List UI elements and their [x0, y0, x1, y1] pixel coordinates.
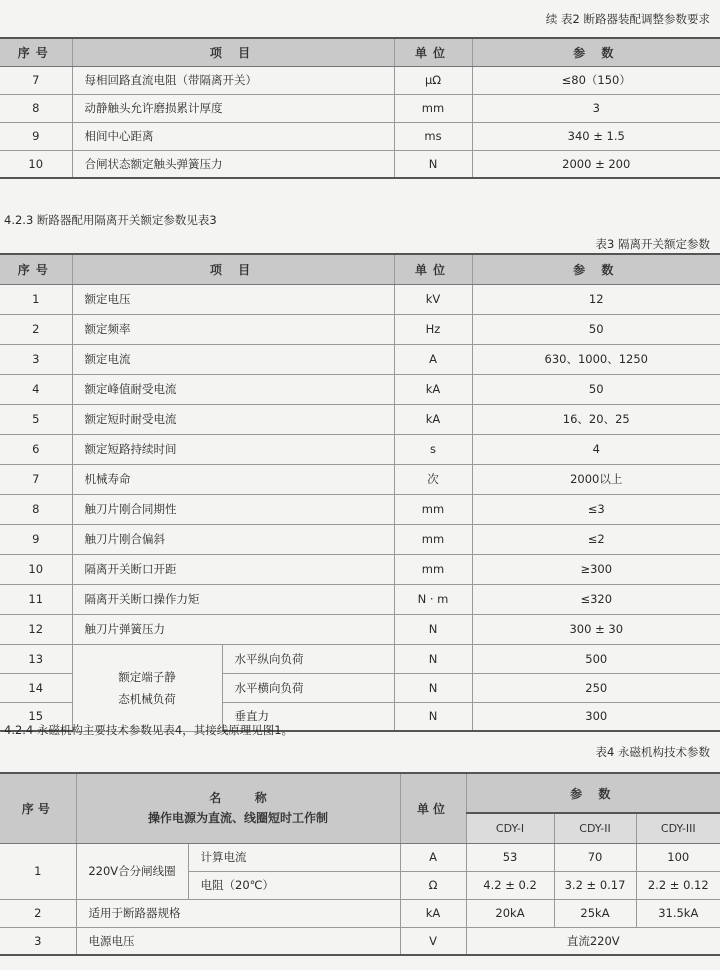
header-model-1: CDY-I — [466, 813, 554, 843]
row-no: 1 — [0, 284, 72, 314]
row-value: 直流220V — [466, 927, 720, 955]
table-row — [0, 94, 720, 122]
row-no: 12 — [0, 614, 72, 644]
header-unit: 单位 — [394, 38, 472, 66]
header-value: 参 数 — [472, 38, 720, 66]
row-value: ≤320 — [472, 584, 720, 614]
row-sub-name: 计算电流 — [188, 843, 400, 871]
row-unit: N — [394, 150, 472, 178]
row-value: 50 — [472, 374, 720, 404]
header-name — [76, 773, 400, 843]
row-no: 7 — [0, 464, 72, 494]
row-no: 1 — [0, 843, 76, 899]
row-value-2: 70 — [554, 843, 636, 871]
row-no: 8 — [0, 94, 72, 122]
table-row — [0, 464, 720, 494]
row-no: 7 — [0, 66, 72, 94]
row-value: ≤80（150） — [472, 66, 720, 94]
row-value: 12 — [472, 284, 720, 314]
row-unit: 次 — [394, 464, 472, 494]
table3 — [0, 253, 720, 732]
row-no: 3 — [0, 344, 72, 374]
row-value: 340 ± 1.5 — [472, 122, 720, 150]
row-unit: A — [394, 344, 472, 374]
row-unit: Hz — [394, 314, 472, 344]
row-value: 630、1000、1250 — [472, 344, 720, 374]
row-value: 16、20、25 — [472, 404, 720, 434]
row-item: 触刀片弹簧压力 — [72, 614, 394, 644]
row-no: 10 — [0, 554, 72, 584]
row-no: 11 — [0, 584, 72, 614]
row-unit: N — [394, 673, 472, 702]
table-row — [0, 524, 720, 554]
row-value: ≤3 — [472, 494, 720, 524]
row-item: 额定短时耐受电流 — [72, 404, 394, 434]
row-name: 电源电压 — [76, 927, 400, 955]
row-sub-item: 水平纵向负荷 — [222, 644, 394, 673]
row-no: 9 — [0, 122, 72, 150]
table2 — [0, 37, 720, 179]
row-item: 触刀片刚合偏斜 — [72, 524, 394, 554]
row-group: 220V合分闸线圈 — [76, 843, 188, 899]
group-label-line2: 态机械负荷 — [118, 691, 176, 706]
header-value: 参 数 — [472, 254, 720, 284]
row-value-1: 20kA — [466, 899, 554, 927]
row-item: 动静触头允许磨损累计厚度 — [72, 94, 394, 122]
row-value: ≤2 — [472, 524, 720, 554]
row-sub-name: 电阻（20℃） — [188, 871, 400, 899]
header-param: 参 数 — [466, 773, 720, 813]
group-label-line1: 额定端子静 — [118, 669, 176, 684]
row-no: 14 — [0, 673, 72, 702]
row-unit: N · m — [394, 584, 472, 614]
table-row — [0, 554, 720, 584]
row-item: 隔离开关断口操作力矩 — [72, 584, 394, 614]
row-value: 2000 ± 200 — [472, 150, 720, 178]
header-name-line2: 操作电源为直流、线圈短时工作制 — [148, 811, 329, 826]
section-4-2-3: 4.2.3 断路器配用隔离开关额定参数见表3 — [4, 213, 217, 227]
header-name-line1: 名 称 — [209, 791, 267, 806]
row-unit: mm — [394, 554, 472, 584]
row-value: 250 — [472, 673, 720, 702]
row-item: 额定频率 — [72, 314, 394, 344]
table-row — [0, 66, 720, 94]
table-row — [0, 434, 720, 464]
section-4-2-4: 4.2.4 永磁机构主要技术参数见表4，其接线原理见图1。 — [4, 723, 294, 737]
row-unit: V — [400, 927, 466, 955]
row-value-3: 100 — [636, 843, 720, 871]
row-no: 15 — [0, 702, 72, 731]
row-item: 触刀片刚合同期性 — [72, 494, 394, 524]
row-unit: Ω — [400, 871, 466, 899]
row-unit: μΩ — [394, 66, 472, 94]
row-unit: mm — [394, 524, 472, 554]
table-row — [0, 314, 720, 344]
table-row — [0, 284, 720, 314]
table-row — [0, 344, 720, 374]
row-item: 合闸状态额定触头弹簧压力 — [72, 150, 394, 178]
row-sub-item: 垂直力 — [222, 702, 394, 731]
row-unit: ms — [394, 122, 472, 150]
row-item: 额定电压 — [72, 284, 394, 314]
header-item: 项 目 — [72, 38, 394, 66]
row-value-1: 4.2 ± 0.2 — [466, 871, 554, 899]
row-value-2: 25kA — [554, 899, 636, 927]
row-no: 9 — [0, 524, 72, 554]
table4-caption: 表4 永磁机构技术参数 — [595, 745, 710, 759]
table3-caption: 表3 隔离开关额定参数 — [595, 237, 710, 251]
row-no: 6 — [0, 434, 72, 464]
row-group-label — [72, 644, 222, 731]
table-row — [0, 614, 720, 644]
row-value: 2000以上 — [472, 464, 720, 494]
row-value: 300 ± 30 — [472, 614, 720, 644]
header-model-2: CDY-II — [554, 813, 636, 843]
table-row — [0, 404, 720, 434]
row-unit: kA — [394, 374, 472, 404]
table4 — [0, 772, 720, 956]
table-row — [0, 584, 720, 614]
header-model-3: CDY-III — [636, 813, 720, 843]
row-unit: N — [394, 614, 472, 644]
row-sub-item: 水平横向负荷 — [222, 673, 394, 702]
table-row — [0, 494, 720, 524]
table-row — [0, 150, 720, 178]
row-value-1: 53 — [466, 843, 554, 871]
row-value: 4 — [472, 434, 720, 464]
row-unit: A — [400, 843, 466, 871]
row-no: 2 — [0, 899, 76, 927]
row-value: 300 — [472, 702, 720, 731]
row-name: 适用于断路器规格 — [76, 899, 400, 927]
row-item: 相间中心距离 — [72, 122, 394, 150]
row-item: 额定短路持续时间 — [72, 434, 394, 464]
row-unit: mm — [394, 94, 472, 122]
header-unit: 单位 — [400, 773, 466, 843]
row-unit: kV — [394, 284, 472, 314]
row-unit: mm — [394, 494, 472, 524]
header-no: 序号 — [0, 38, 72, 66]
row-value: 3 — [472, 94, 720, 122]
row-value: 500 — [472, 644, 720, 673]
row-unit: s — [394, 434, 472, 464]
row-value-3: 2.2 ± 0.12 — [636, 871, 720, 899]
row-item: 每相回路直流电阻（带隔离开关） — [72, 66, 394, 94]
row-no: 5 — [0, 404, 72, 434]
header-unit: 单位 — [394, 254, 472, 284]
row-item: 额定峰值耐受电流 — [72, 374, 394, 404]
row-no: 2 — [0, 314, 72, 344]
row-value: ≥300 — [472, 554, 720, 584]
row-unit: kA — [400, 899, 466, 927]
table-row — [0, 122, 720, 150]
row-unit: kA — [394, 404, 472, 434]
row-no: 10 — [0, 150, 72, 178]
header-item: 项 目 — [72, 254, 394, 284]
row-no: 3 — [0, 927, 76, 955]
header-no: 序号 — [0, 254, 72, 284]
table-row — [0, 644, 720, 673]
row-item: 额定电流 — [72, 344, 394, 374]
row-unit: N — [394, 644, 472, 673]
table-row — [0, 374, 720, 404]
row-item: 隔离开关断口开距 — [72, 554, 394, 584]
row-value-2: 3.2 ± 0.17 — [554, 871, 636, 899]
header-no: 序号 — [0, 773, 76, 843]
row-no: 13 — [0, 644, 72, 673]
row-item: 机械寿命 — [72, 464, 394, 494]
row-value-3: 31.5kA — [636, 899, 720, 927]
row-no: 4 — [0, 374, 72, 404]
row-unit: N — [394, 702, 472, 731]
table2-caption: 续 表2 断路器装配调整参数要求 — [545, 12, 710, 26]
row-value: 50 — [472, 314, 720, 344]
row-no: 8 — [0, 494, 72, 524]
